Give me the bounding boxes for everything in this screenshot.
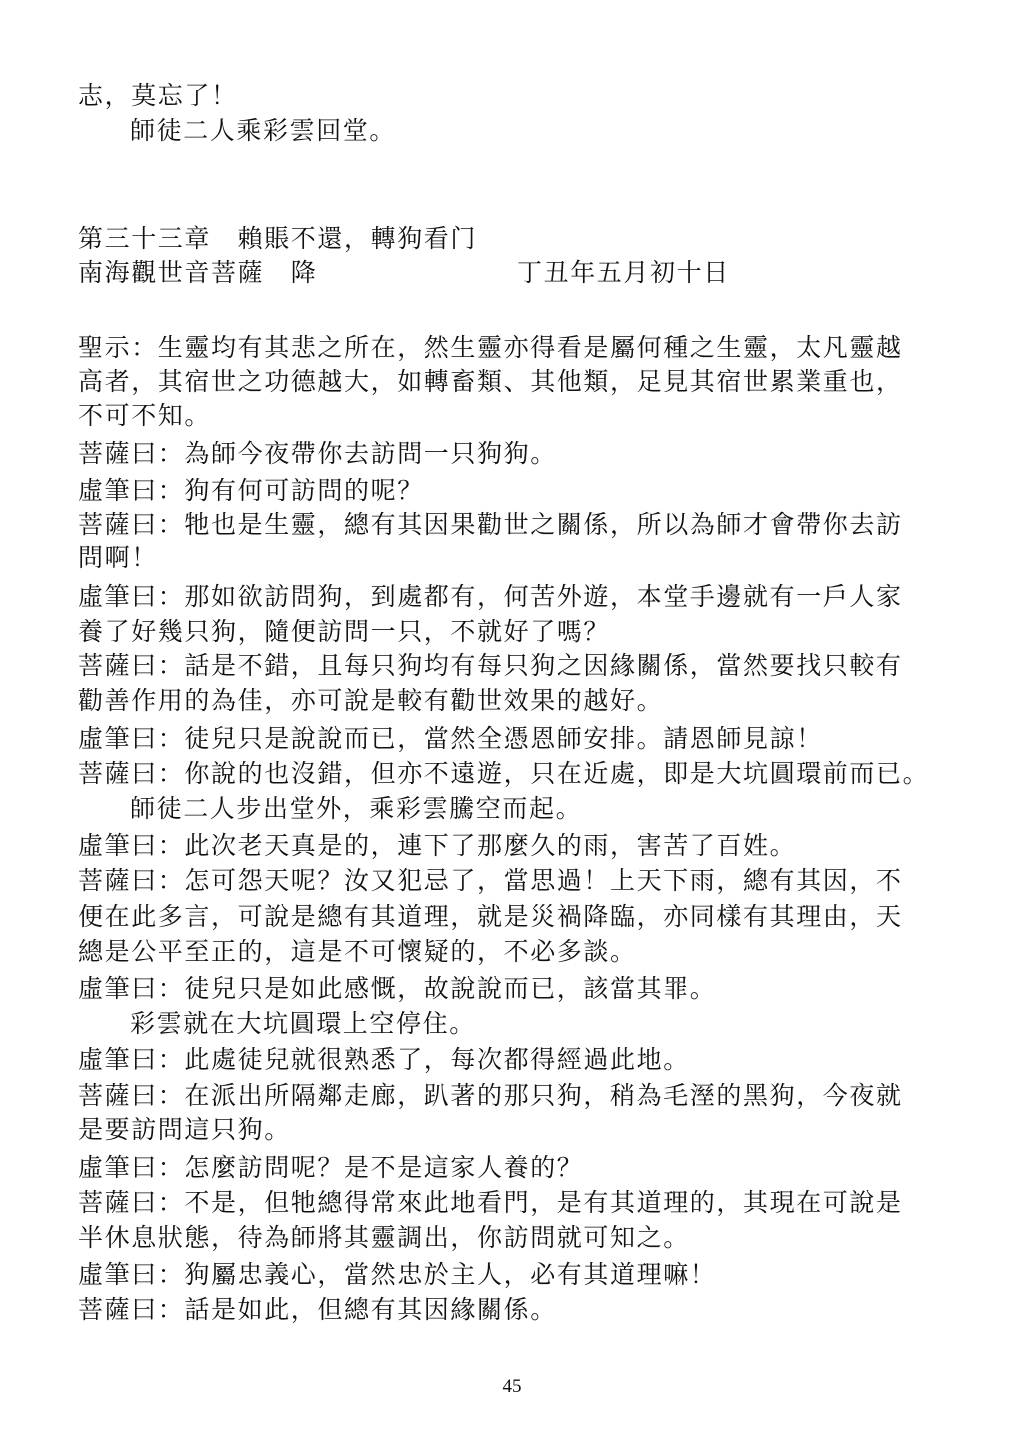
page-number: 45 <box>502 1376 522 1397</box>
chapter-title: 第三十三章 賴賬不還，轉狗看门 <box>78 224 478 253</box>
text-line: 虛筆曰：此處徒兒就很熟悉了，每次都得經過此地。 <box>78 1045 690 1074</box>
text-line: 便在此多言，可說是總有其道理，就是災禍降臨，亦同樣有其理由，天 <box>78 902 903 931</box>
chapter-author: 南海觀世音菩薩 降 <box>78 258 318 287</box>
text-line: 菩薩曰：牠也是生靈，總有其因果勸世之關係，所以為師才會帶你去訪 <box>78 510 903 539</box>
text-line: 高者，其宿世之功德越大，如轉畜類、其他類，足見其宿世累業重也， <box>78 367 903 396</box>
text-line: 問啊！ <box>78 543 158 572</box>
text-line: 聖示：生靈均有其悲之所在，然生靈亦得看是屬何種之生靈，太凡靈越 <box>78 333 903 362</box>
text-line: 菩薩曰：在派出所隔鄰走廊，趴著的那只狗，稍為毛溼的黑狗，今夜就 <box>78 1081 903 1110</box>
text-line: 勸善作用的為佳，亦可說是較有勸世效果的越好。 <box>78 686 664 715</box>
text-line: 是要訪問這只狗。 <box>78 1115 291 1144</box>
text-line: 菩薩曰：話是不錯，且每只狗均有每只狗之因緣關係，當然要找只較有 <box>78 651 903 680</box>
text-line: 虛筆曰：怎麼訪問呢？是不是這家人養的？ <box>78 1153 584 1182</box>
text-line: 虛筆曰：徒兒只是如此感慨，故說說而已，該當其罪。 <box>78 974 717 1003</box>
text-line: 虛筆曰：徒兒只是說說而已，當然全憑恩師安排。請恩師見諒！ <box>78 724 823 753</box>
text-line: 虛筆曰：此次老天真是的，連下了那麼久的雨，害苦了百姓。 <box>78 831 797 860</box>
text-line: 菩薩曰：為師今夜帶你去訪問一只狗狗。 <box>78 439 557 468</box>
text-line: 總是公平至正的，這是不可懷疑的，不必多談。 <box>78 937 637 966</box>
text-line: 虛筆曰：那如欲訪問狗，到處都有，何苦外遊，本堂手邊就有一戶人家 <box>78 582 903 611</box>
opening-line-2: 師徒二人乘彩雲回堂。 <box>130 116 397 145</box>
opening-line-1: 志，莫忘了！ <box>78 81 238 110</box>
narration-line: 彩雲就在大坑圓環上空停住。 <box>130 1009 476 1038</box>
text-line: 不可不知。 <box>78 401 212 430</box>
text-line: 菩薩曰：怎可怨天呢？汝又犯忌了，當思過！上天下雨，總有其因，不 <box>78 866 903 895</box>
text-line: 半休息狀態，待為師將其靈調出，你訪問就可知之。 <box>78 1223 690 1252</box>
text-line: 虛筆曰：狗有何可訪問的呢？ <box>78 476 424 505</box>
text-line: 菩薩曰：話是如此，但總有其因緣關係。 <box>78 1295 557 1324</box>
text-line: 虛筆曰：狗屬忠義心，當然忠於主人，必有其道理嘛！ <box>78 1260 717 1289</box>
narration-line: 師徒二人步出堂外，乘彩雲騰空而起。 <box>130 794 583 823</box>
text-line: 養了好幾只狗，隨便訪問一只，不就好了嗎？ <box>78 617 611 646</box>
text-line: 菩薩曰：不是，但牠總得常來此地看門，是有其道理的，其現在可說是 <box>78 1188 903 1217</box>
text-line: 菩薩曰：你說的也沒錯，但亦不遠遊，只在近處，即是大坑圓環前而已。 <box>78 759 930 788</box>
chapter-date: 丁丑年五月初十日 <box>517 258 730 287</box>
